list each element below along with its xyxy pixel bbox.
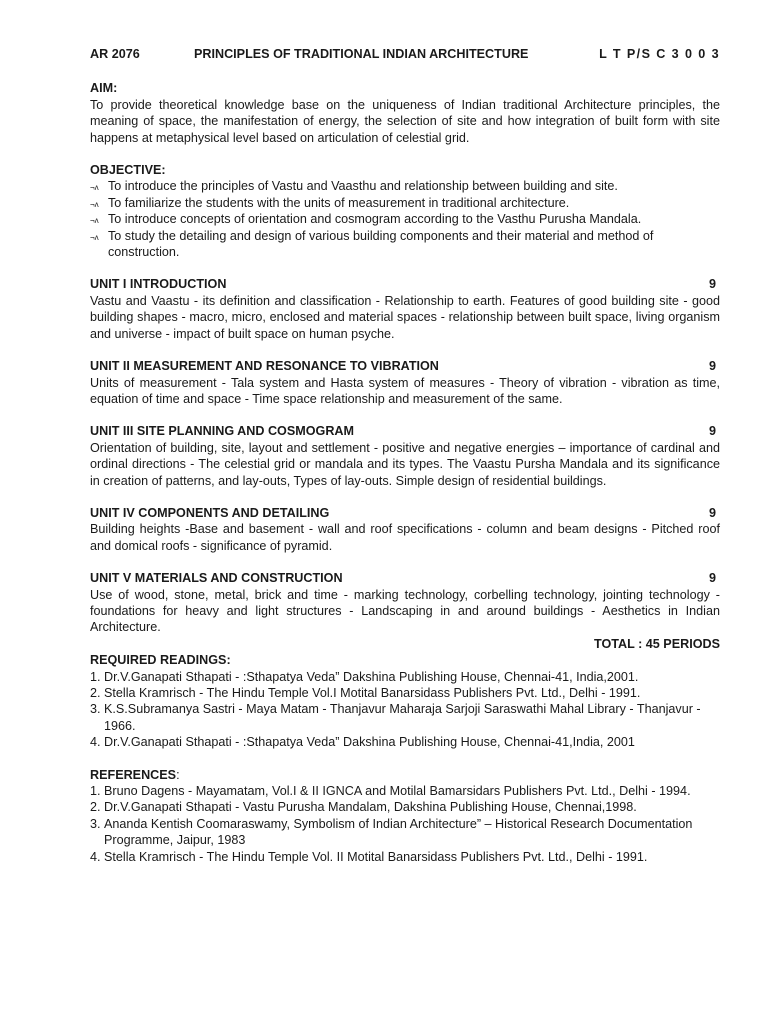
item-text: Stella Kramrisch - The Hindu Temple Vol. II Motital Banarsidass Publishers Pvt. Ltd., Delhi - 1991. [104, 849, 648, 864]
item-number: 2. [90, 686, 101, 700]
unit-title: UNIT IV COMPONENTS AND DETAILING [90, 505, 330, 520]
unit-text: Vastu and Vaastu - its definition and classification - Relationship to earth. Features of good building site - good building shapes - macro, micro, enclosed and material spaces - relationship between built space, living organism and universe - impact of built space on human psyche. [90, 293, 720, 341]
item-number: 1. [90, 784, 101, 799]
unit-text: Use of wood, stone, metal, brick and time - marking technology, corbelling technology, jointing technology - foundations for heavy and light structures - Landscaping in and around buildings - Aesthetics in Indian Architecture. [90, 587, 720, 635]
course-code: AR 2076 [90, 47, 140, 61]
aim-heading: AIM: [90, 81, 118, 96]
list-item [90, 178, 720, 194]
item-text: K.S.Subramanya Sastri - Maya Matam - Thanjavur Maharaja Sarjoji Saraswathi Mahal Library - Thanjavur - 1966. [104, 702, 701, 733]
unit-title: UNIT III SITE PLANNING AND COSMOGRAM [90, 424, 355, 439]
unit-1-section [90, 276, 720, 342]
unit-hours: 9 [708, 571, 716, 586]
unit-5-section [90, 570, 720, 636]
bullet-icon: ¬ᴧ [90, 216, 99, 226]
unit-heading [90, 276, 720, 292]
objective-text: To introduce the principles of Vastu and Vaasthu and relationship between building and site. [108, 179, 618, 194]
bullet-icon: ¬ᴧ [90, 199, 99, 209]
unit-title: UNIT I INTRODUCTION [90, 277, 227, 292]
references-section [90, 767, 720, 865]
item-text: Ananda Kentish Coomaraswamy, Symbolism of Indian Architecture” – Historical Research Documentation Programme, Jaipur, 1983 [104, 816, 693, 848]
course-credits: L T P/S C 3 0 0 3 [599, 47, 720, 61]
total-periods: TOTAL : 45 PERIODS [594, 636, 720, 651]
unit-hours: 9 [708, 505, 716, 520]
objective-list [90, 178, 720, 260]
list-item [90, 799, 720, 815]
unit-heading [90, 423, 720, 439]
readings-heading: REQUIRED READINGS: [90, 653, 231, 668]
list-item [90, 211, 720, 227]
objective-text: To familiarize the students with the units of measurement in traditional architecture. [108, 195, 570, 210]
item-text: Stella Kramrisch - The Hindu Temple Vol.I Motital Banarsidass Publishers Pvt. Ltd., Delhi - 1991. [104, 686, 641, 700]
unit-title: UNIT V MATERIALS AND CONSTRUCTION [90, 571, 343, 586]
objective-section [90, 162, 720, 260]
item-text: Bruno Dagens - Mayamatam, Vol.I & II IGNCA and Motilal Bamarsidars Publishers Pvt. Ltd., Delhi - 1994. [104, 784, 691, 799]
item-number: 1. [90, 669, 101, 684]
list-item [90, 669, 720, 685]
readings-section [90, 652, 720, 750]
item-text: Dr.V.Ganapati Sthapati - Vastu Purusha Mandalam, Dakshina Publishing House, Chennai,1998. [104, 800, 637, 815]
list-item [90, 685, 720, 701]
list-item [90, 228, 720, 261]
list-item [90, 783, 720, 799]
item-number: 4. [90, 735, 101, 750]
objective-text: To study the detailing and design of various building components and their material and method of construction. [108, 228, 654, 260]
syllabus-page [90, 46, 720, 865]
readings-list [90, 669, 720, 751]
unit-hours: 9 [708, 277, 716, 292]
unit-heading [90, 358, 720, 374]
unit-hours: 9 [708, 424, 716, 439]
list-item [90, 195, 720, 211]
item-number: 2. [90, 800, 101, 815]
references-colon: : [176, 767, 180, 782]
unit-heading [90, 570, 720, 586]
unit-text: Units of measurement - Tala system and Hasta system of measures - Theory of vibration - vibration as time, equation of time and space - Time space relationship and measurement of the same. [90, 375, 720, 406]
aim-text: To provide theoretical knowledge base on the uniqueness of Indian traditional Architecture principles, the meaning of space, the manifestation of energy, the selection of site and how integration of built form with site happens at metaphysical level based on articulation of celestial grid. [90, 97, 720, 145]
unit-hours: 9 [708, 359, 716, 374]
unit-text: Building heights -Base and basement - wall and roof specifications - column and beam designs - Pitched roof and domical roofs - significance of pyramid. [90, 522, 720, 553]
references-heading-line [90, 767, 720, 783]
references-list [90, 783, 720, 865]
references-heading: REFERENCES [90, 767, 177, 782]
item-number: 3. [90, 816, 101, 831]
unit-4-section [90, 505, 720, 554]
item-number: 3. [90, 702, 101, 717]
unit-3-section [90, 423, 720, 489]
item-text: Dr.V.Ganapati Sthapati - :Sthapatya Veda” Dakshina Publishing House, Chennai-41,India, 2001 [104, 735, 635, 750]
objective-text: To introduce concepts of orientation and cosmogram according to the Vasthu Purusha Mandala. [108, 212, 642, 227]
unit-title: UNIT II MEASUREMENT AND RESONANCE TO VIBRATION [90, 359, 439, 374]
unit-2-section [90, 358, 720, 407]
course-title: PRINCIPLES OF TRADITIONAL INDIAN ARCHITECTURE [194, 47, 529, 61]
bullet-icon: ¬ᴧ [90, 183, 99, 193]
list-item [90, 701, 720, 734]
unit-heading [90, 505, 720, 521]
item-text: Dr.V.Ganapati Sthapati - :Sthapatya Veda” Dakshina Publishing House, Chennai-41, India,2001. [104, 669, 639, 684]
item-number: 4. [90, 849, 101, 864]
list-item [90, 734, 720, 750]
bullet-icon: ¬ᴧ [90, 232, 99, 242]
unit-text: Orientation of building, site, layout and settlement - positive and negative energies – importance of cardinal and ordinal directions - The celestial grid or mandala and its types. The Vaastu Pursha Mandala and its significance in creation of patterns, and lay-outs, Types of lay-outs. Simple design of residential buildings. [90, 440, 720, 488]
list-item [90, 849, 720, 865]
objective-heading: OBJECTIVE: [90, 163, 166, 178]
list-item [90, 816, 720, 849]
aim-section [90, 80, 720, 146]
course-header [90, 46, 720, 62]
